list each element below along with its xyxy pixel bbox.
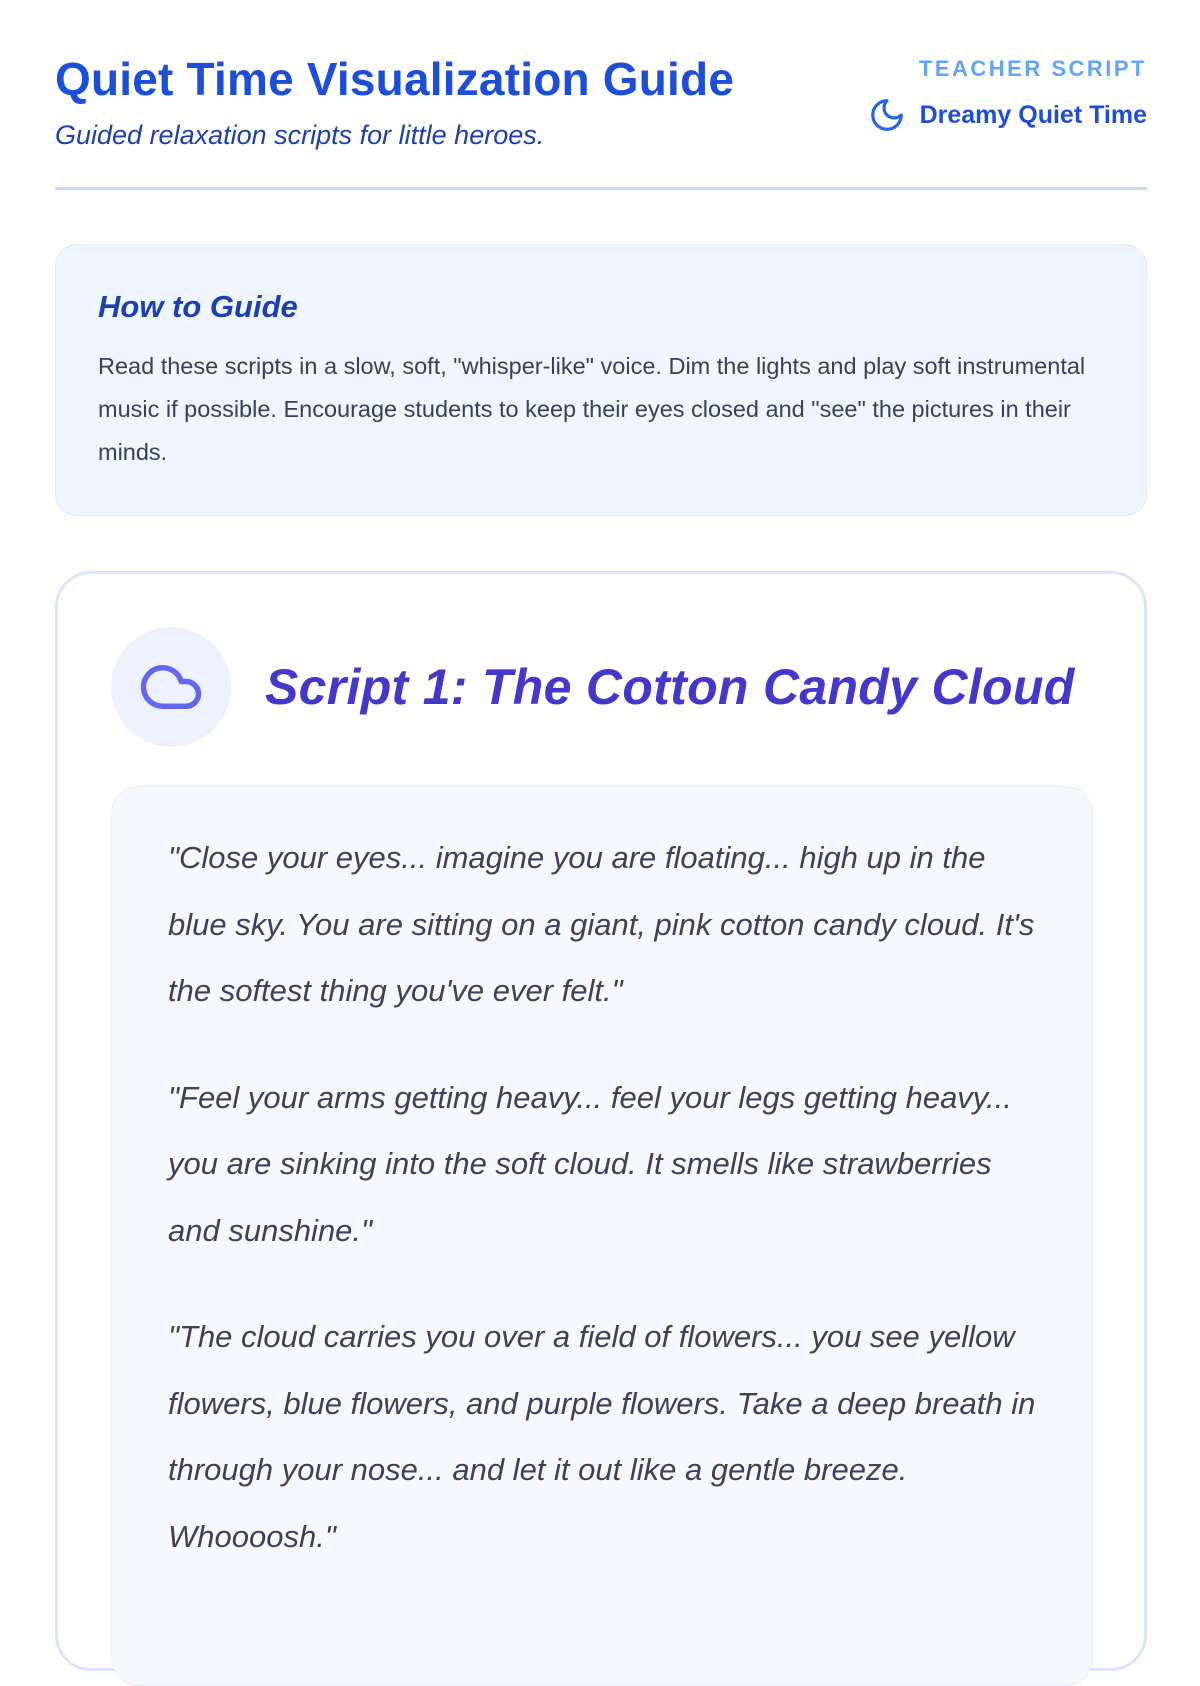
script-paragraph: "Close your eyes... imagine you are floating... high up in the blue sky. You are sitting on a giant, pink cotton candy cloud. It's the softest thing you've ever felt." <box>168 840 1035 1008</box>
guide-title: How to Guide <box>98 289 298 324</box>
brand-name: Dreamy Quiet Time <box>919 100 1147 129</box>
script-body <box>111 786 1093 1686</box>
script-title: Script 1: The Cotton Candy Cloud <box>265 659 1075 715</box>
header-branding <box>868 54 1147 134</box>
script-card <box>55 571 1147 1671</box>
page-subtitle: Guided relaxation scripts for little heroes. <box>55 120 545 150</box>
script-header <box>111 627 1075 747</box>
script-paragraph: "The cloud carries you over a field of flowers... you see yellow flowers, blue flowers, and purple flowers. Take a deep breath in through your nose... and let it out like a gentle breeze. Whoooosh." <box>168 1319 1036 1554</box>
page-header <box>55 0 1147 190</box>
guide-text: Read these scripts in a slow, soft, "whisper-like" voice. Dim the lights and play soft instrumental music if possible. Encourage students to keep their eyes closed and "see" the pictures in their minds. <box>98 353 1086 465</box>
cloud-badge <box>111 627 231 747</box>
brand <box>868 96 1147 134</box>
page <box>55 0 1147 1600</box>
script-paragraph: "Feel your arms getting heavy... feel your legs getting heavy... you are sinking into the soft cloud. It smells like strawberries and sunshine." <box>168 1079 1012 1248</box>
teacher-script-label: TEACHER SCRIPT <box>918 56 1147 81</box>
page-title: Quiet Time Visualization Guide <box>55 53 735 105</box>
moon-icon <box>868 96 906 134</box>
how-to-guide <box>55 244 1147 516</box>
cloud-icon <box>138 654 204 720</box>
